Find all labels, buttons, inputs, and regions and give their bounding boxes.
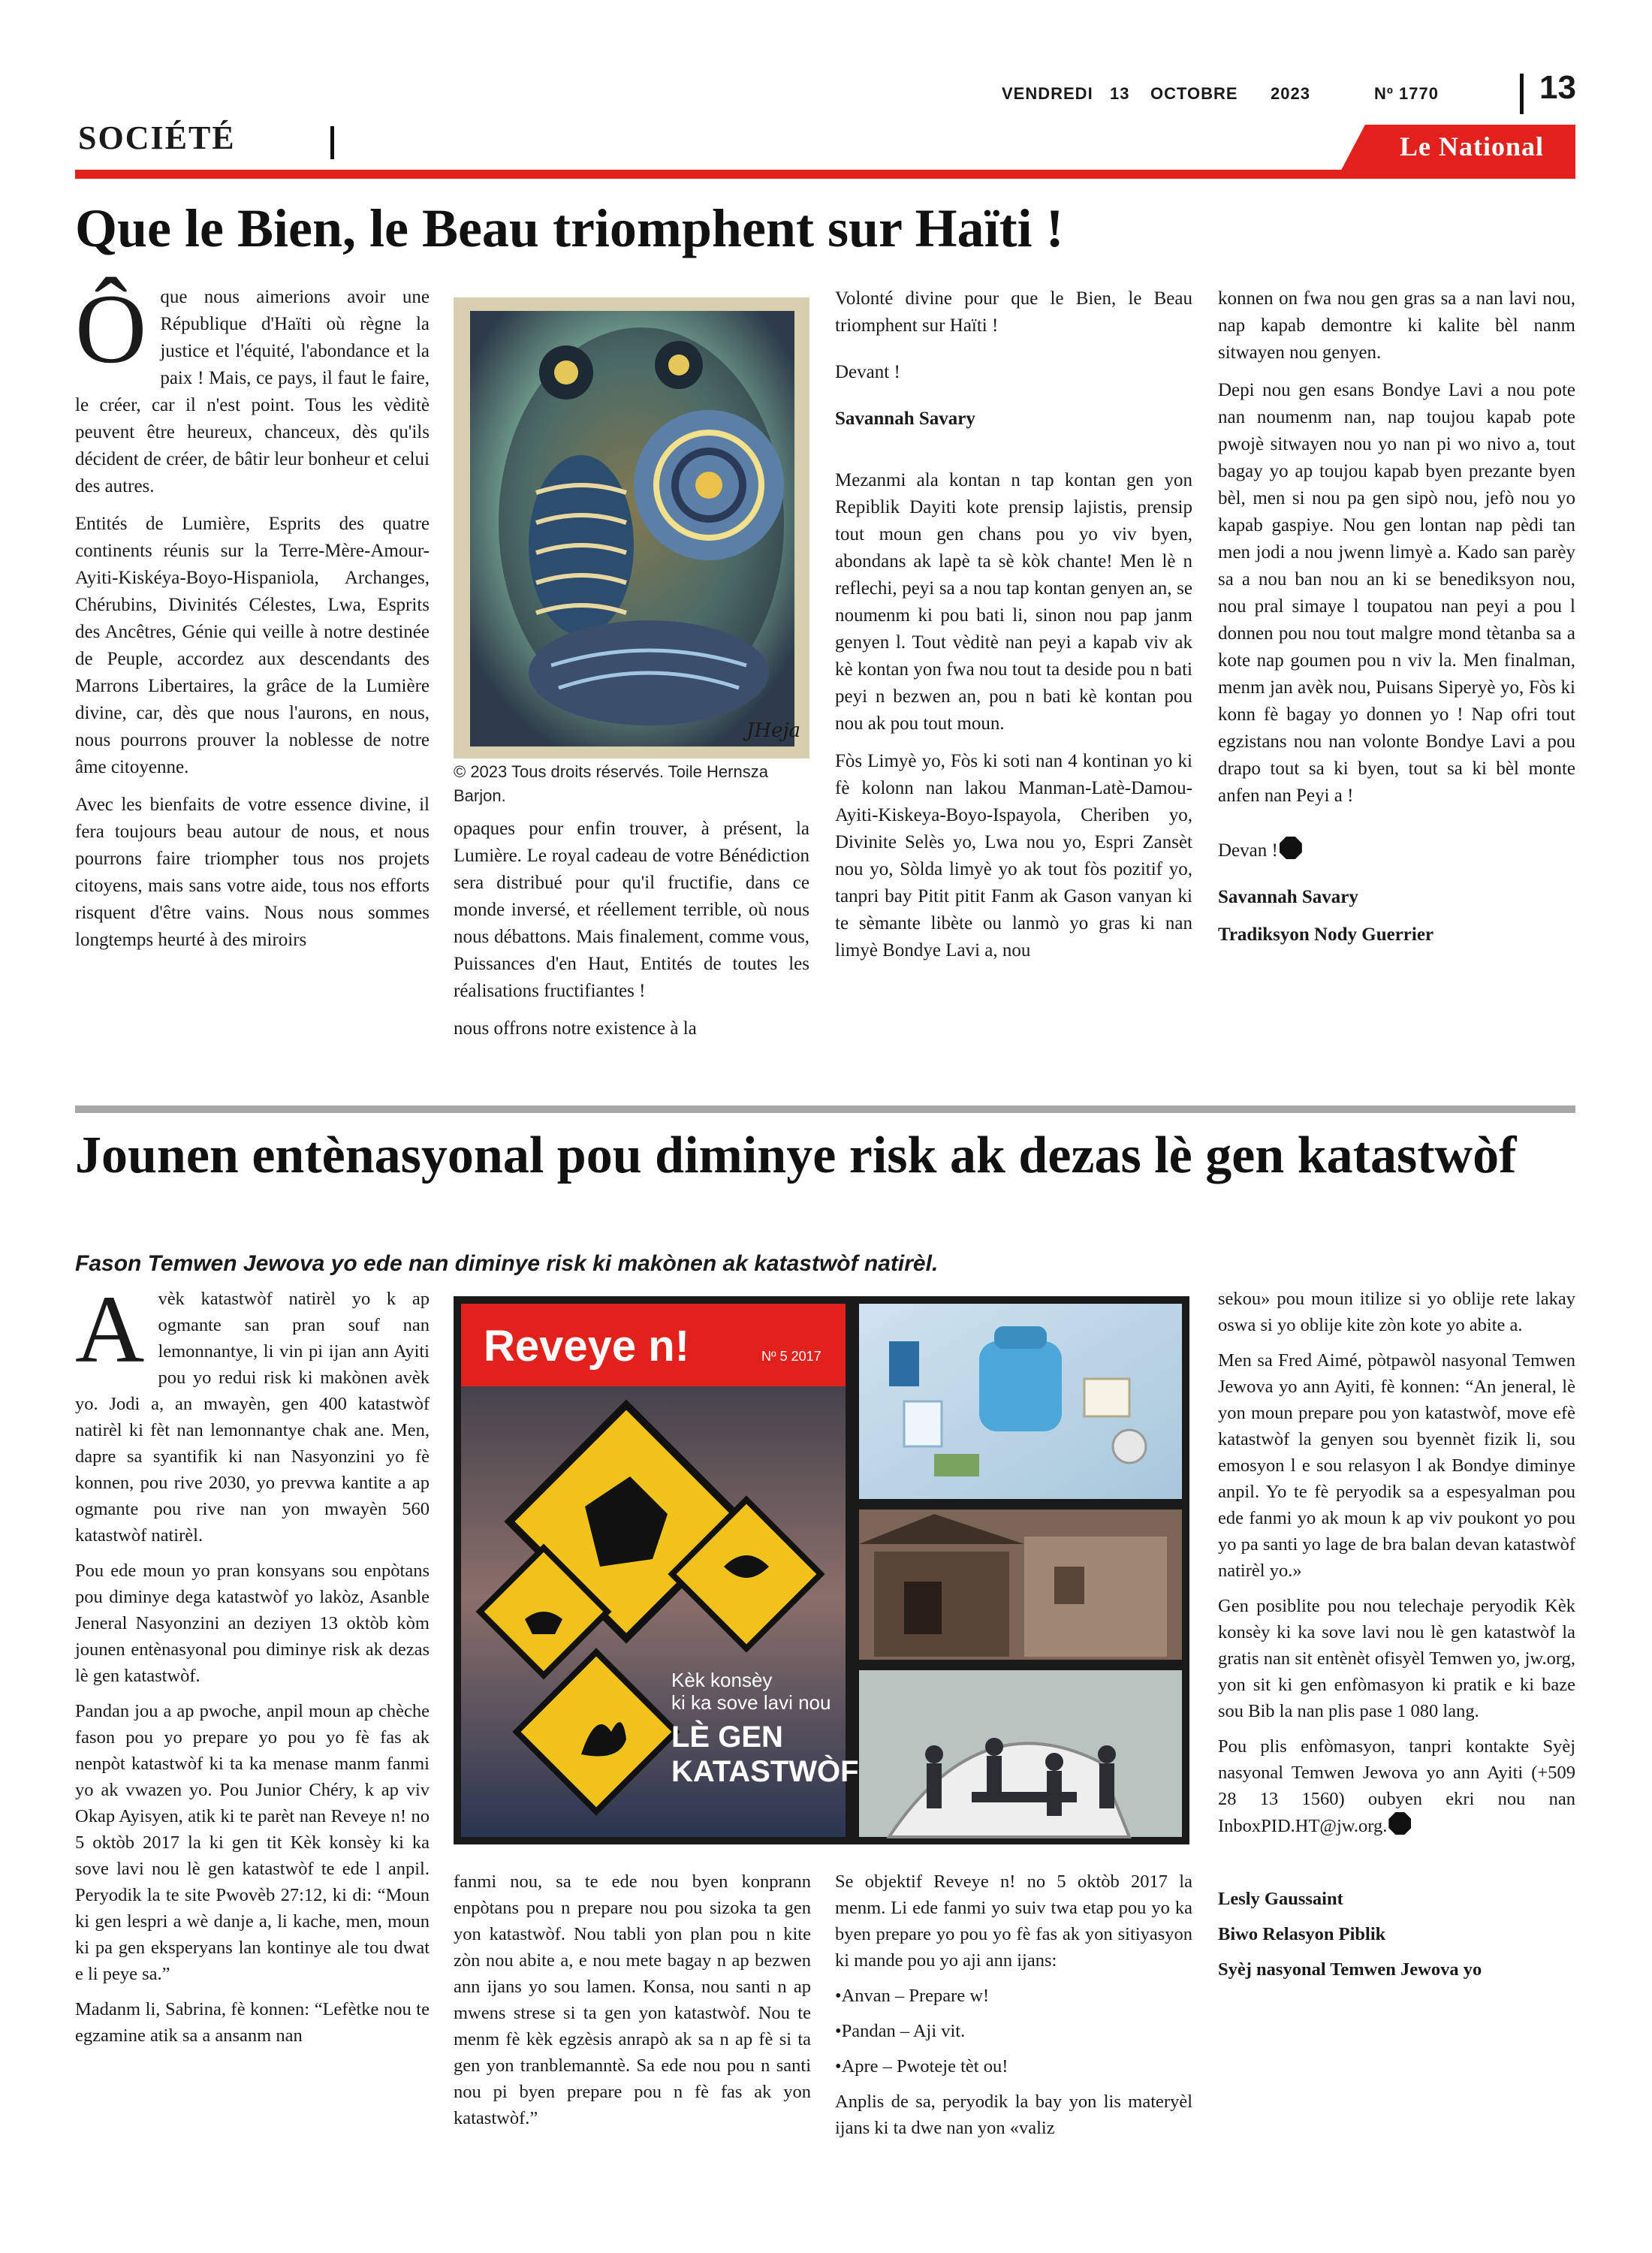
article2-dropcap: A — [75, 1276, 145, 1383]
article1-paragraph: Entités de Lumière, Esprits des quatre continents réunis sur la Terre-Mère-Amour-Ayiti-Kiskéya-Boyo-Hispaniola, Archanges, Chérubins, Divinités Célestes, Lwa, Esprits des Ancêtres, Génie qui veille à notre destinée de Peuple, accordez aux descendants des Marrons Libertaires, la grâce de la Lumière divine, car, dès que nous l'aurons, en nous, nous pourrons prouver la noblesse de notre âme citoyenne. — [75, 514, 430, 777]
article2-author-office: Biwo Relasyon Piblik — [1218, 1924, 1386, 1944]
svg-text:JHeja: JHeja — [746, 719, 801, 742]
magazine-headline-1: LÈ GEN — [671, 1721, 783, 1754]
article2-paragraph: sekou» pou moun itilize si yo oblije rete lakay oswa si yo oblije kite zòn kote yo abite a. — [1218, 1289, 1575, 1335]
article2-paragraph: Men sa Fred Aimé, pòtpawòl nasyonal Temwen Jewova yo ann Ayiti, fè konnen: “An jeneral, lè yon moun prepare pou yon katastwòf, move efè katastwòf la genyen sou byennèt fizik li, sou emosyon l e sou relasyon l ak Bondye diminye anpil. Yo te fè peryodik sa a espesyalman pou ede fanmi yo ak moun k ap viv poukont yo pou yo pa santi yo lage de bra balan devan katastwòf natirèl yo.» — [1218, 1350, 1575, 1581]
article1-paragraph: Avec les bienfaits de votre essence divine, il fera toujours beau autour de nous, et nous pourrons faire triompher tous nos projets citoyens, mais sans votre aide, tous nos efforts risquent d'être vains. Nous nous sommes longtemps heurté à des miroirs — [75, 795, 430, 950]
article2-title: Jounen entènasyonal pou diminye risk ak dezas lè gen katastwòf — [75, 1126, 1517, 1184]
article-divider — [75, 1105, 1575, 1113]
section-label: SOCIÉTÉ — [78, 119, 236, 156]
magazine-subtitle-1: Kèk konsèy — [671, 1669, 773, 1691]
article2-list-item: •Pandan – Aji vit. — [835, 2021, 966, 2041]
end-mark-icon — [1388, 1812, 1411, 1835]
header-month: OCTOBRE — [1150, 84, 1238, 103]
section-divider — [330, 126, 334, 159]
article1-dropcap: Ô — [75, 273, 147, 384]
article1-paragraph: que nous aimerions avoir une République d'Haïti où règne la justice et l'équité, l'abondance et la paix ! Mais, ce pays, il faut le faire, le créer, car il n'est point. Tous les vèditè peuvent être heureux, chanceux, dès qu'ils décident de créer, de bâtir leur bonheur et celui des autres. — [75, 287, 430, 496]
article2-paragraph: fanmi nou, sa te ede nou byen konprann enpòtans pou n prepare nou pou sizoka ta gen yon katastwòf. Nou tabli yon plan pou n kite zòn nou abite a, e nou mete bagay n ap bezwen ann ijans yo sou lamen. Konsa, nou santi n ap mwens strese si ta gen yon katastwòf. Nou te menm fè kèk egzèsis anrapò ak sa n ap fè si ta gen yon tranblemanntè. Sa ede nou pou n santi nou pi byen prepare pou n fè fas ak yon katastwòf.” — [454, 1871, 811, 2128]
article2-column-3 — [835, 1868, 1192, 2150]
article1-column-4 — [1218, 285, 1575, 959]
article1-translator: Tradiksyon Nody Guerrier — [1218, 924, 1434, 945]
article1-paragraph: Fòs Limyè yo, Fòs ki soti nan 4 kontinan yo ki fè kolonn nan lakou Manman-Latè-Damou-Ayiti-Kiskeya-Boyo-Ispayola, Cheriben yo, Divinite Selès yo, Lwa nou yo, Espri Zansèt nou yo, Sòlda limyè yo ak tout fòs pozitif yo, tanpri bay Pitit pitit Fanm ak Gason vanyan ki te sèmante libète ou lanmò yo gras ki nan limyè Bondye Lavi a, nou — [835, 751, 1192, 961]
article1-paragraph: opaques pour enfin trouver, à présent, la Lumière. Le royal cadeau de votre Bénédiction sera distribué pour qu'il fructifie, dans ce monde inversé, et réellement terrible, où nous nous débattons. Mais finalement, comme vous, Puissances d'en Haut, Entités de toutes les réalisations fructifiantes ! — [454, 819, 809, 1001]
article1-paragraph: Volonté divine pour que le Bien, le Beau triomphent sur Haïti ! — [835, 288, 1192, 336]
article2-paragraph: Pou plis enfòmasyon, tanpri kontakte Syèj nasyonal Temwen Jewova yo ann Ayiti (+509 28 13 1560) oubyen ekri nou nan InboxPID.HT@jw.org. — [1218, 1736, 1575, 1836]
article2-paragraph: Madanm li, Sabrina, fè konnen: “Lefètke nou te egzamine atik sa a ansanm nan — [75, 1999, 430, 2046]
article2-paragraph: Anplis de sa, peryodik la bay yon lis materyèl ijans ki ta dwe nan yon «valiz — [835, 2092, 1192, 2138]
article1-paragraph: Depi nou gen esans Bondye Lavi a nou pote nan noumenm nan, nap toujou kapab pote pwojè sitwayen nou yo nan pi wo nivo a, tout bagay yo ap toujou kapab byen prezante byen bèl, men si nou pa gen sipò nou, jefò nou yo kapab gaspiye. Nou gen lontan nap pèdi tan men jodi a nou jwenn limyè a. Kado san parèy sa a nou ban nou an ki se benediksyon nou, nou pral simaye l toupatou nan peyi a pou l donnen pou nou tout malgre mond tètanba sa a kote nap goumen pou n viv la. Men finalman, menm jan avèk nou, Puisans Siperyè yo, Fòs ki konn fè bagay yo donnen yo ! Nap ofri tout egzistans nou nan volonte Bondye Lavi a pou drapo tout sa ki byen, tout sa ki bèl monte anfen nan Peyi a ! — [1218, 380, 1575, 806]
page-number: 13 — [1539, 69, 1576, 106]
article2-paragraph: Pandan jou a ap pwoche, anpil moun ap chèche fason pou yo prepare yo pou yo fè fas ak nenpòt katastwòf ki ta ka menase manm fanmi yo ak vwazen yo. Pou Junior Chéry, k ap viv Okap Ayisyen, atik ki te parèt nan Reveye n! no 5 oktòb 2017 la ki gen tit Kèk konsèy ki ka sove lavi nou lè gen katastwòf te ede l anpil. Peryodik la te site Pwovèb 27:12, ki di: “Moun ki gen lespri a wè danje a, li kache, men, moun ki pa gen eksperyans lan kontinye ale tou dwat e li peye sa.” — [75, 1701, 430, 1984]
header-year: 2023 — [1271, 84, 1310, 103]
article2-column-2 — [454, 1868, 811, 2140]
article1-paragraph: nous offrons notre existence à la — [454, 1018, 697, 1039]
article2-paragraph: Pou ede moun yo pran konsyans sou enpòtans pou diminye dega katastwòf yo lakòz, Asanble Jeneral Nasyonzini an deziyen 13 oktòb kòm jounen entènasyonal pou diminye risk ak dezas lè gen katastwòf. — [75, 1561, 430, 1686]
magazine-headline-2: KATASTWÒF — [671, 1755, 859, 1788]
end-mark-icon — [1280, 837, 1302, 859]
article2-column-4 — [1218, 1286, 1575, 1992]
page-number-divider — [1520, 74, 1524, 114]
magazine-issue: Nº 5 2017 — [761, 1349, 821, 1364]
header-date-number: 13 — [1110, 84, 1130, 103]
article1-author: Savannah Savary — [835, 409, 975, 429]
article1-column-3 — [835, 285, 1192, 975]
article1-paragraph: Mezanmi ala kontan n tap kontan gen yon Repiblik Dayiti kote prensip lajistis, prensip tout moun gen chans pou yo viv byen, abondans ak lapè ta sè kòk chante! Men lè n reflechi, peyi sa a nou tap kontan genyen an, se noumenm ki pou bati li, sinon nou pap janm genyen l. Tout vèditè nan peyi a kapab viv ak kè kontan yon fwa nou tout ta deside pou n bati peyi n bezwen an, pou n bati kè kontan pou nou ak pou tout moun. — [835, 470, 1192, 734]
painting-caption: © 2023 Tous droits réservés. Toile Hernsza Barjon. — [454, 762, 768, 805]
article1-title: Que le Bien, le Beau triomphent sur Haïti ! — [75, 198, 1064, 258]
magazine-title: Reveye n! — [484, 1322, 690, 1371]
owl-painting-image — [454, 297, 809, 759]
brand-name: Le National — [1399, 131, 1544, 161]
magazine-cover-image — [454, 1296, 1189, 1844]
header-issue: Nº 1770 — [1374, 84, 1439, 103]
article2-column-1 — [75, 1276, 430, 2058]
article2-paragraph: Gen posiblite pou nou telechaje peryodik Kèk konsèy ki ka sove lavi nou lè gen katastwòf la gratis nan sit entènèt ofisyèl Temwen yo, jw.org, yon sit ki gen enfòmasyon ki pratik e ki baze sou Bib la nan plis pase 1 080 lang. — [1218, 1596, 1575, 1721]
article2-paragraph: vèk katastwòf natirèl yo k ap ogmante san pran souf nan lemonnantye, li vin pi ijan ann Ayiti pou yo redui risk ki makònen avèk yo. Jodi a, an mwayèn, gen 400 katastwòf natirèl ki fèt nan lemonnantye chak ane. Men, dapre sa syantifik ki nan Nasyonzini yo fè konnen, pou rive 2030, yo prevwa kantite a ap ogmante pou rive nan yon mwayèn 560 katastwòf natirèl. — [75, 1289, 430, 1546]
article2-list-item: •Anvan – Prepare w! — [835, 1986, 990, 2006]
article1-author-kreyol: Savannah Savary — [1218, 887, 1358, 907]
article1-closing: Devant ! — [835, 362, 900, 382]
article2-author: Lesly Gaussaint — [1218, 1889, 1343, 1909]
article2-paragraph: Se objektif Reveye n! no 5 oktòb 2017 la menm. Li ede fanmi yo suiv twa etap pou yo ka byen prepare yo pou yo fè fas ak yon sitiyasyon ki mande pou yo aji ann ijans: — [835, 1871, 1192, 1971]
article1-column-1 — [75, 273, 430, 964]
article1-paragraph: konnen on fwa nou gen gras sa a nan lavi nou, nap kapab demontre ki kalite bèl nanm sitwayen nou genyen. — [1218, 288, 1575, 363]
article1-closing-kreyol: Devan ! — [1218, 840, 1278, 861]
article2-list-item: •Apre – Pwoteje tèt ou! — [835, 2056, 1008, 2077]
header-day: VENDREDI — [1002, 84, 1093, 103]
article1-column-2 — [454, 816, 809, 1053]
article2-author-organization: Syèj nasyonal Temwen Jewova yo — [1218, 1959, 1482, 1980]
article2-deck: Fason Temwen Jewova yo ede nan diminye risk ki makònen ak katastwòf natirèl. — [75, 1251, 939, 1276]
magazine-subtitle-2: ki ka sove lavi nou — [671, 1691, 831, 1714]
